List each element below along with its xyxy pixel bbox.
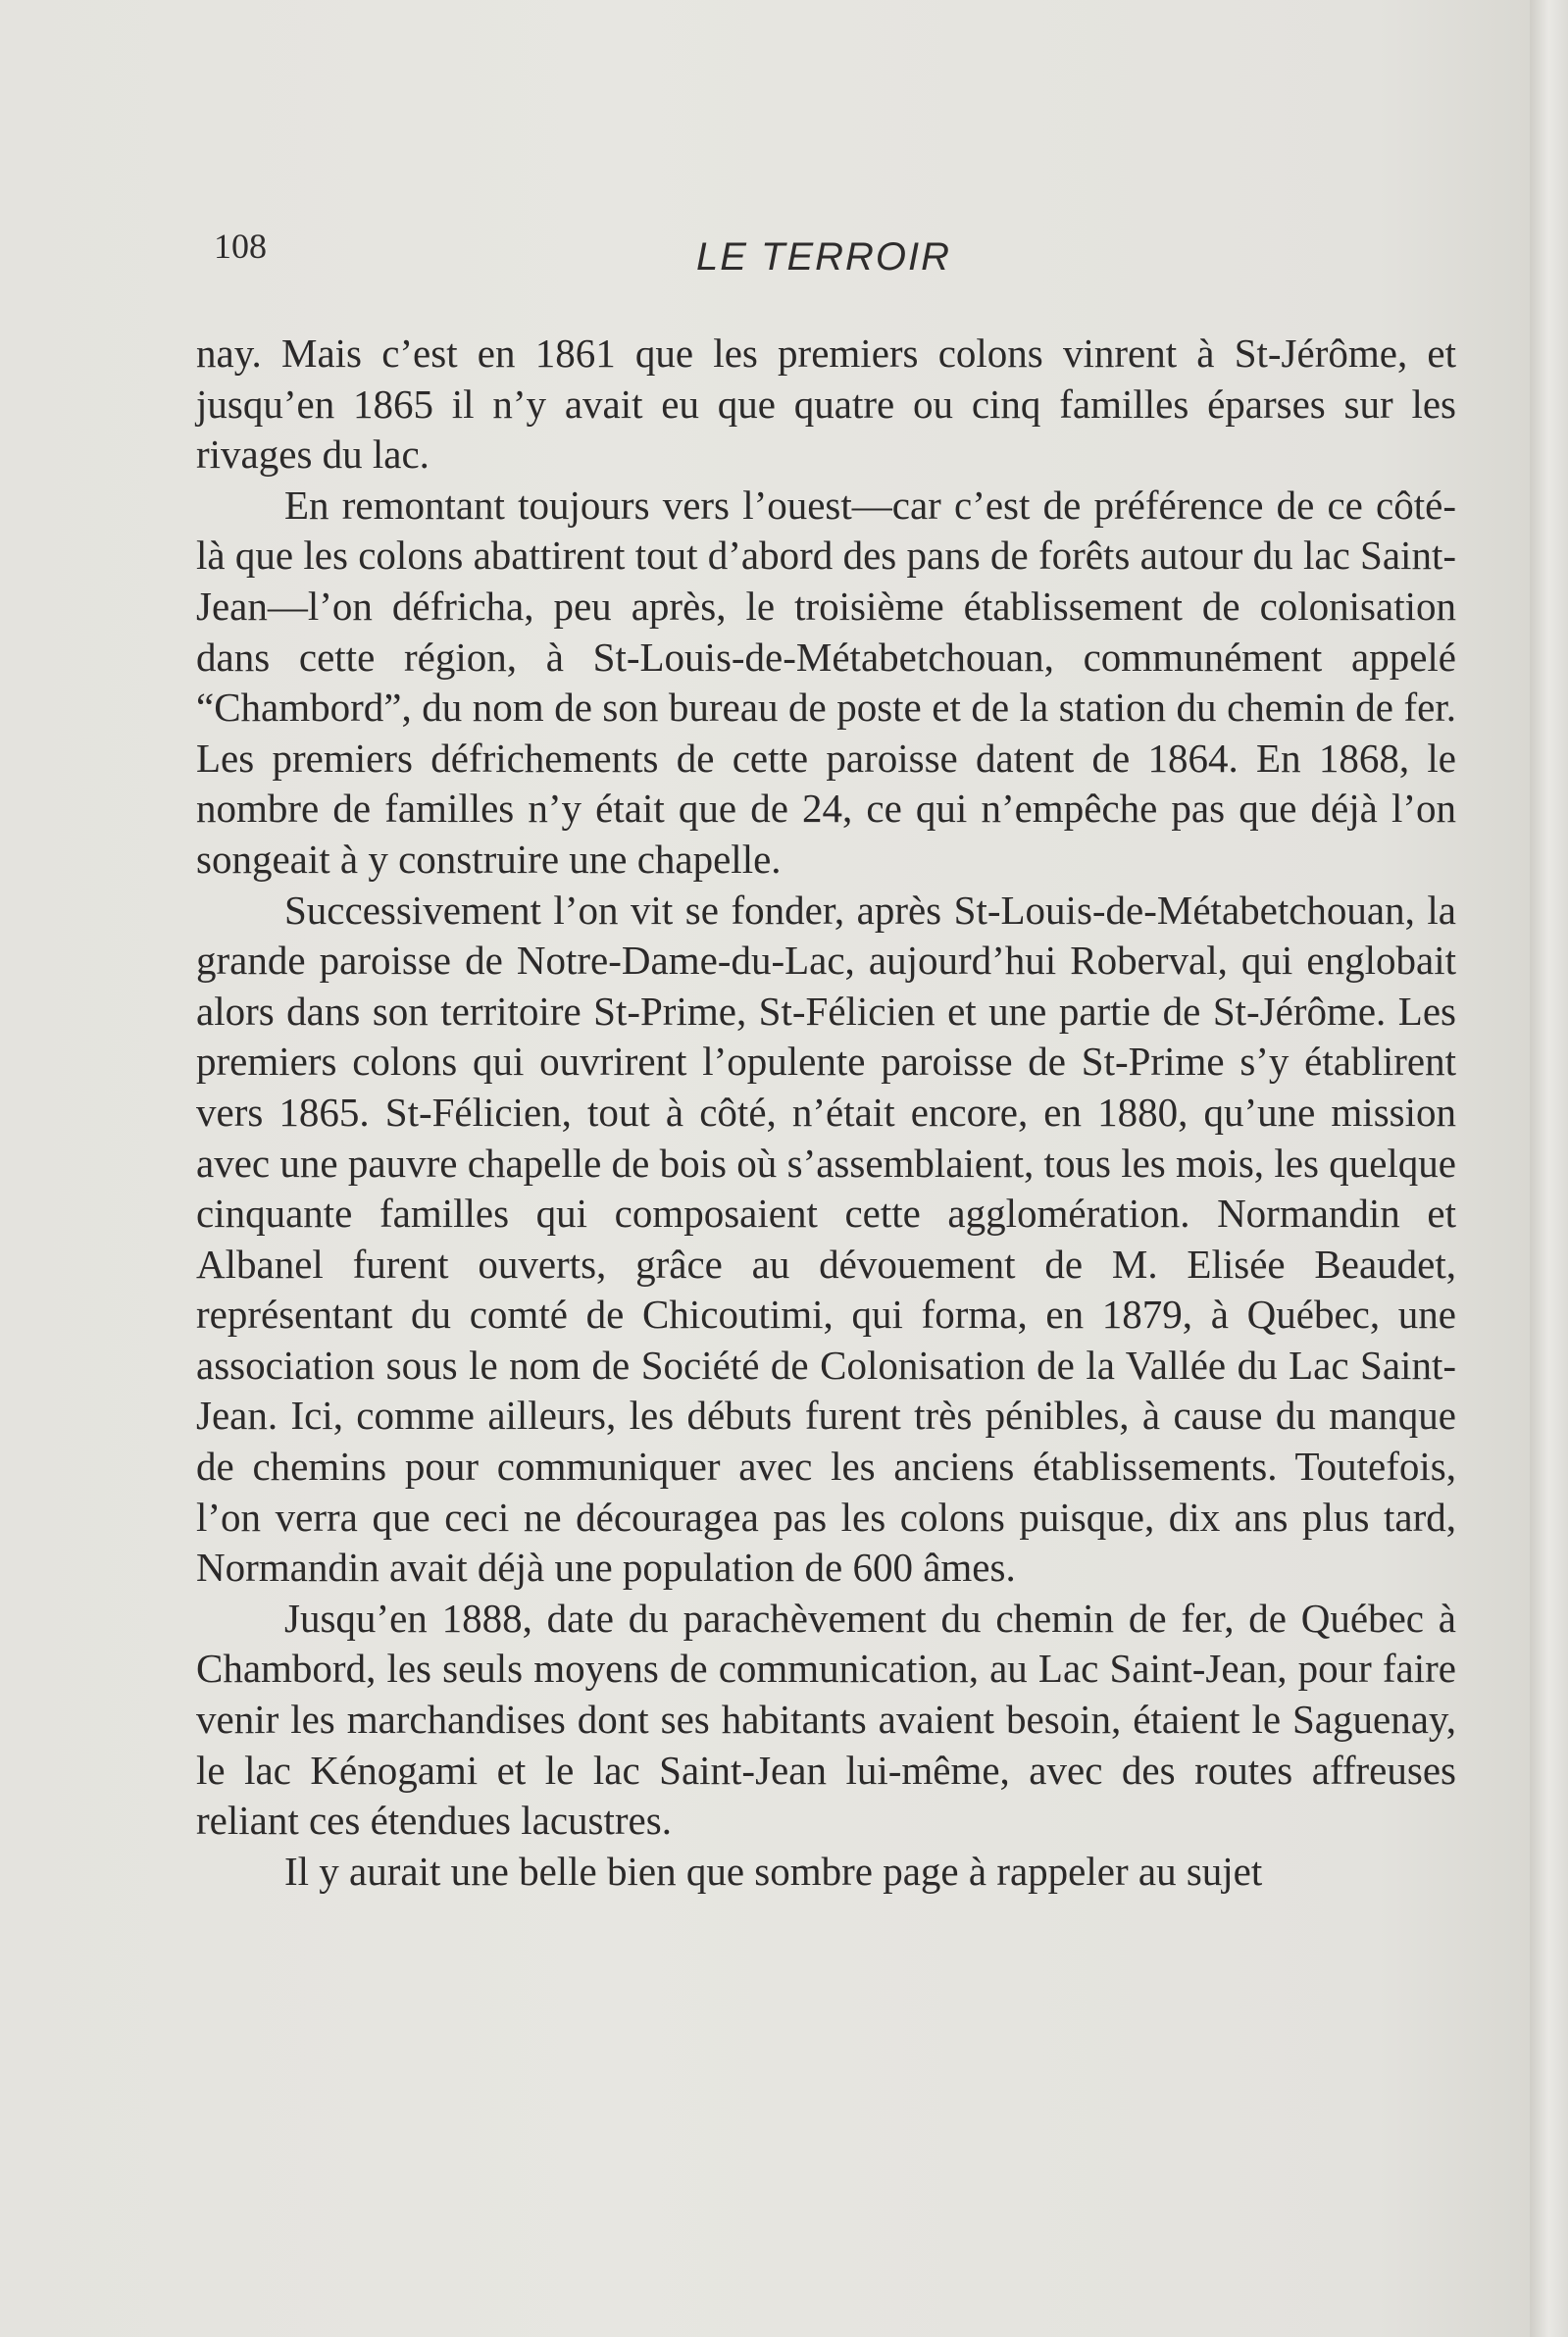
paragraph-2: En remontant toujours vers l’ouest—car c’est de préférence de ce côté-là que les colons abattirent tout d’abord des pans de forêts autour du lac Saint-Jean—l’on défricha, peu après, le troisième établissement de colonisation dans cette région, à St-Louis-de-Métabetchouan, communément appelé “Chambord”, du nom de son bureau de poste et de la station du chemin de fer. Les premiers défrichements de cette paroisse datent de 1864. En 1868, le nombre de familles n’y était que de 24, ce qui n’empêche pas que déjà l’on songeait à y construire une chapelle. [196,482,1456,882]
paragraph-1: nay. Mais c’est en 1861 que les premiers colons vinrent à St-Jérôme, et jusqu’en 1865 il n’y avait eu que quatre ou cinq familles éparses sur les rivages du lac. [196,330,1456,478]
paragraph-5: Il y aurait une belle bien que sombre page à rappeler au sujet [284,1848,1263,1894]
page-edge [1530,0,1568,2337]
paragraph-3: Successivement l’on vit se fonder, après St-Louis-de-Métabetchouan, la grande paroisse de Notre-Dame-du-Lac, aujourd’hui Roberval, qui englobait alors dans son territoire St-Prime, St-Félicien et une partie de St-Jérôme. Les premiers colons qui ouvrirent l’opulente paroisse de St-Prime s’y établirent vers 1865. St-Félicien, tout à côté, n’était encore, en 1880, qu’une mission avec une pauvre chapelle de bois où s’assemblaient, tous les mois, les quelque cinquante familles qui composaient cette agglomération. Normandin et Albanel furent ouverts, grâce au dévouement de M. Elisée Beaudet, représentant du comté de Chicoutimi, qui forma, en 1879, à Québec, une association sous le nom de Société de Colonisation de la Vallée du Lac Saint-Jean. Ici, comme ailleurs, les débuts furent très pénibles, à cause du manque de chemins pour communiquer avec les anciens établissements. Toutefois, l’on verra que ceci ne découragea pas les colons puisque, dix ans plus tard, Normandin avait déjà une population de 600 âmes. [196,887,1456,1591]
page-number: 108 [214,227,267,266]
paragraph-4: Jusqu’en 1888, date du parachèvement du chemin de fer, de Québec à Chambord, les seuls moyens de communication, au Lac Saint-Jean, pour faire venir les marchandises dont ses habitants avaient besoin, étaient le Saguenay, le lac Kénogami et le lac Saint-Jean lui-même, avec des routes affreuses reliant ces étendues lacustres. [196,1595,1456,1844]
body-text [196,329,1456,1897]
running-head: LE TERROIR [696,235,952,279]
